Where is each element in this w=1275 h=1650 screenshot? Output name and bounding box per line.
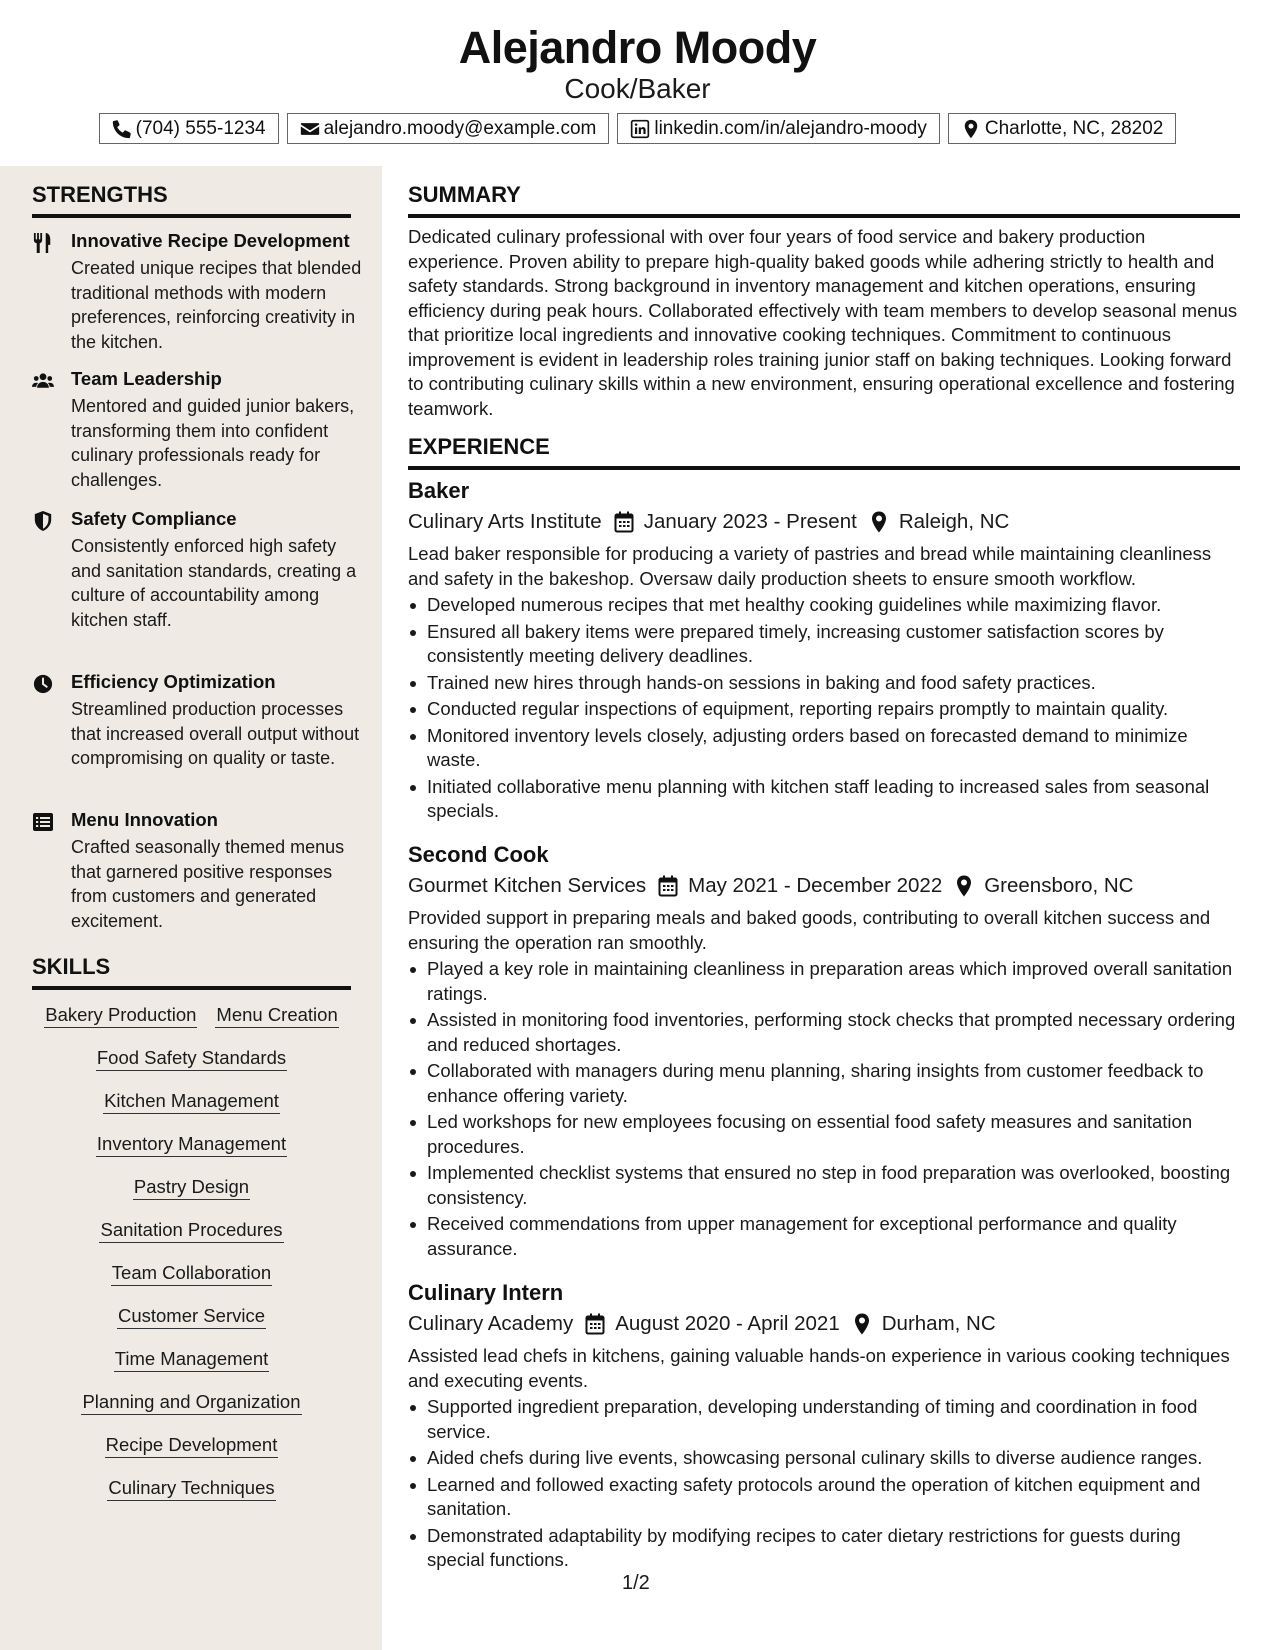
skills-title: SKILLS xyxy=(32,954,111,979)
skill-tag: Recipe Development xyxy=(105,1434,279,1458)
job-description: Assisted lead chefs in kitchens, gaining valuable hands-on experience in various cooking techniques and executing events. xyxy=(408,1345,1230,1391)
job-location: Raleigh, NC xyxy=(898,510,1010,533)
phone-icon xyxy=(112,119,132,139)
map-pin-icon xyxy=(954,875,974,897)
candidate-title: Cook/Baker xyxy=(564,73,711,104)
calendar-icon xyxy=(585,1313,605,1335)
contact-linkedin[interactable] xyxy=(617,113,939,144)
list-item: Ensured all bakery items were prepared timely, increasing customer satisfaction scores by consistently meeting delivery deadlines. xyxy=(408,620,1240,669)
strength-desc: Streamlined production processes that increased overall output without compromising on quality or taste. xyxy=(71,699,360,768)
job-title: Baker xyxy=(408,478,470,503)
strength-title: Innovative Recipe Development xyxy=(71,230,350,251)
job-bullets xyxy=(408,593,1240,824)
job-dates: August 2020 - April 2021 xyxy=(615,1312,840,1335)
contact-email[interactable] xyxy=(287,113,610,144)
strength-title: Safety Compliance xyxy=(71,508,237,529)
list-item: Aided chefs during live events, showcasing personal culinary skills to diverse audience ranges. xyxy=(408,1446,1240,1471)
candidate-name: Alejandro Moody xyxy=(458,22,817,73)
strength-desc: Crafted seasonally themed menus that garnered positive responses from customers and generated excitement. xyxy=(71,837,345,931)
skill-tag: Food Safety Standards xyxy=(96,1047,287,1071)
list-item: Trained new hires through hands-on sessions in baking and food safety practices. xyxy=(408,671,1240,696)
page-number: 1/2 xyxy=(622,1572,650,1594)
job-title: Culinary Intern xyxy=(408,1280,564,1305)
shield-icon xyxy=(32,511,56,531)
envelope-icon xyxy=(300,119,320,139)
skills-header xyxy=(32,954,351,990)
list-icon xyxy=(32,812,56,832)
strength-title: Efficiency Optimization xyxy=(71,671,276,692)
skill-tag: Menu Creation xyxy=(215,1004,338,1028)
list-item: Initiated collaborative menu planning with kitchen staff leading to increased sales from seasonal specials. xyxy=(408,775,1240,824)
list-item: Learned and followed exacting safety protocols around the operation of kitchen equipment and sanitation. xyxy=(408,1473,1240,1522)
list-item: Assisted in monitoring food inventories, performing stock checks that prompted necessary ordering and reduced shortages. xyxy=(408,1008,1240,1057)
list-item: Implemented checklist systems that ensured no step in food preparation was overlooked, boosting consistency. xyxy=(408,1161,1240,1210)
job-location: Greensboro, NC xyxy=(984,874,1134,897)
job-dates: May 2021 - December 2022 xyxy=(688,874,943,897)
contact-email-text: alejandro.moody@example.com xyxy=(323,117,597,139)
list-item: Supported ingredient preparation, developing understanding of timing and coordination in food service. xyxy=(408,1395,1240,1444)
skill-tag: Customer Service xyxy=(117,1305,266,1329)
summary-text: Dedicated culinary professional with over four years of food service and bakery production experience. Proven ability to prepare high-quality baked goods while adhering strictly to health and safety standards. Strong background in inventory management and kitchen operations, ensuring efficiency during peak hours. Collaborated effectively with team members to develop seasonal menus that prioritize local ingredients and innovative cooking techniques. Commitment to continuous improvement is evident in leadership roles training junior staff on baking techniques. Looking forward to contributing culinary skills within a new environment, ensuring operational excellence and fostering teamwork. xyxy=(408,226,1238,419)
job-meta xyxy=(408,1310,1240,1338)
job-description: Provided support in preparing meals and baked goods, contributing to overall kitchen success and ensuring the operation ran smoothly. xyxy=(408,907,1211,953)
strengths-header xyxy=(32,182,351,218)
map-pin-icon xyxy=(869,511,889,533)
job-meta xyxy=(408,508,1240,536)
sidebar xyxy=(0,166,382,1650)
list-item: Conducted regular inspections of equipment, reporting repairs promptly to maintain quality. xyxy=(408,697,1240,722)
job-company: Gourmet Kitchen Services xyxy=(408,874,647,897)
strength-desc: Consistently enforced high safety and sanitation standards, creating a culture of accountability among kitchen staff. xyxy=(71,536,357,630)
map-pin-icon xyxy=(961,119,981,139)
map-pin-icon xyxy=(852,1313,872,1335)
strength-desc: Mentored and guided junior bakers, transforming them into confident culinary professionals ready for challenges. xyxy=(71,396,355,490)
contact-location xyxy=(948,113,1177,144)
strength-desc: Created unique recipes that blended traditional methods with modern preferences, reinforcing creativity in the kitchen. xyxy=(71,258,362,352)
list-item: Developed numerous recipes that met healthy cooking guidelines while maximizing flavor. xyxy=(408,593,1240,618)
skill-tag: Pastry Design xyxy=(133,1176,250,1200)
job-bullets xyxy=(408,957,1240,1261)
skill-tag: Team Collaboration xyxy=(111,1262,272,1286)
contact-location-text: Charlotte, NC, 28202 xyxy=(984,117,1164,139)
contact-linkedin-text: linkedin.com/in/alejandro-moody xyxy=(654,117,927,139)
experience-header xyxy=(408,434,1240,470)
job-description: Lead baker responsible for producing a variety of pastries and bread while maintaining cleanliness and safety in the bakeshop. Oversaw daily production sheets to ensure smooth workflow. xyxy=(408,543,1212,589)
calendar-icon xyxy=(658,875,678,897)
job-entry xyxy=(408,477,1240,826)
contact-phone[interactable] xyxy=(99,113,279,144)
strengths-title: STRENGTHS xyxy=(32,182,168,207)
strength-title: Team Leadership xyxy=(71,368,222,389)
job-company: Culinary Arts Institute xyxy=(408,510,602,533)
job-bullets xyxy=(408,1395,1240,1573)
skill-tag: Planning and Organization xyxy=(81,1391,301,1415)
linkedin-icon xyxy=(630,119,650,139)
strengths-rule xyxy=(32,214,351,218)
skills-rule xyxy=(32,986,351,990)
list-item: Monitored inventory levels closely, adjusting orders based on forecasted demand to minimize waste. xyxy=(408,724,1240,773)
calendar-icon xyxy=(614,511,634,533)
users-icon xyxy=(32,371,56,391)
skills-list xyxy=(32,1004,351,1520)
strength-title: Menu Innovation xyxy=(71,809,218,830)
job-company: Culinary Academy xyxy=(408,1312,574,1335)
skill-tag: Bakery Production xyxy=(44,1004,197,1028)
experience-title: EXPERIENCE xyxy=(408,434,550,459)
skill-tag: Kitchen Management xyxy=(103,1090,280,1114)
summary-rule xyxy=(408,214,1240,218)
skill-tag: Inventory Management xyxy=(96,1133,287,1157)
skill-tag: Time Management xyxy=(114,1348,270,1372)
job-title: Second Cook xyxy=(408,842,549,867)
contact-bar xyxy=(0,113,1275,144)
clock-icon xyxy=(32,674,56,694)
summary-section xyxy=(408,182,1240,421)
list-item: Demonstrated adaptability by modifying recipes to cater dietary restrictions for guests during special functions. xyxy=(408,1524,1240,1573)
resume-header xyxy=(0,0,1275,166)
skill-tag: Sanitation Procedures xyxy=(99,1219,283,1243)
job-location: Durham, NC xyxy=(881,1312,996,1335)
list-item: Led workshops for new employees focusing on essential food safety measures and sanitation procedures. xyxy=(408,1110,1240,1159)
list-item: Received commendations from upper management for exceptional performance and quality assurance. xyxy=(408,1212,1240,1261)
utensils-icon xyxy=(32,233,56,253)
experience-rule xyxy=(408,466,1240,470)
list-item: Collaborated with managers during menu planning, sharing insights from customer feedback to enhance offering variety. xyxy=(408,1059,1240,1108)
list-item: Played a key role in maintaining cleanliness in preparation areas which improved overall sanitation ratings. xyxy=(408,957,1240,1006)
job-dates: January 2023 - Present xyxy=(643,510,857,533)
job-entry xyxy=(408,1279,1240,1575)
job-meta xyxy=(408,872,1240,900)
job-entry xyxy=(408,841,1240,1263)
skill-tag: Culinary Techniques xyxy=(107,1477,275,1501)
summary-title: SUMMARY xyxy=(408,182,521,207)
contact-phone-text: (704) 555-1234 xyxy=(135,117,266,139)
